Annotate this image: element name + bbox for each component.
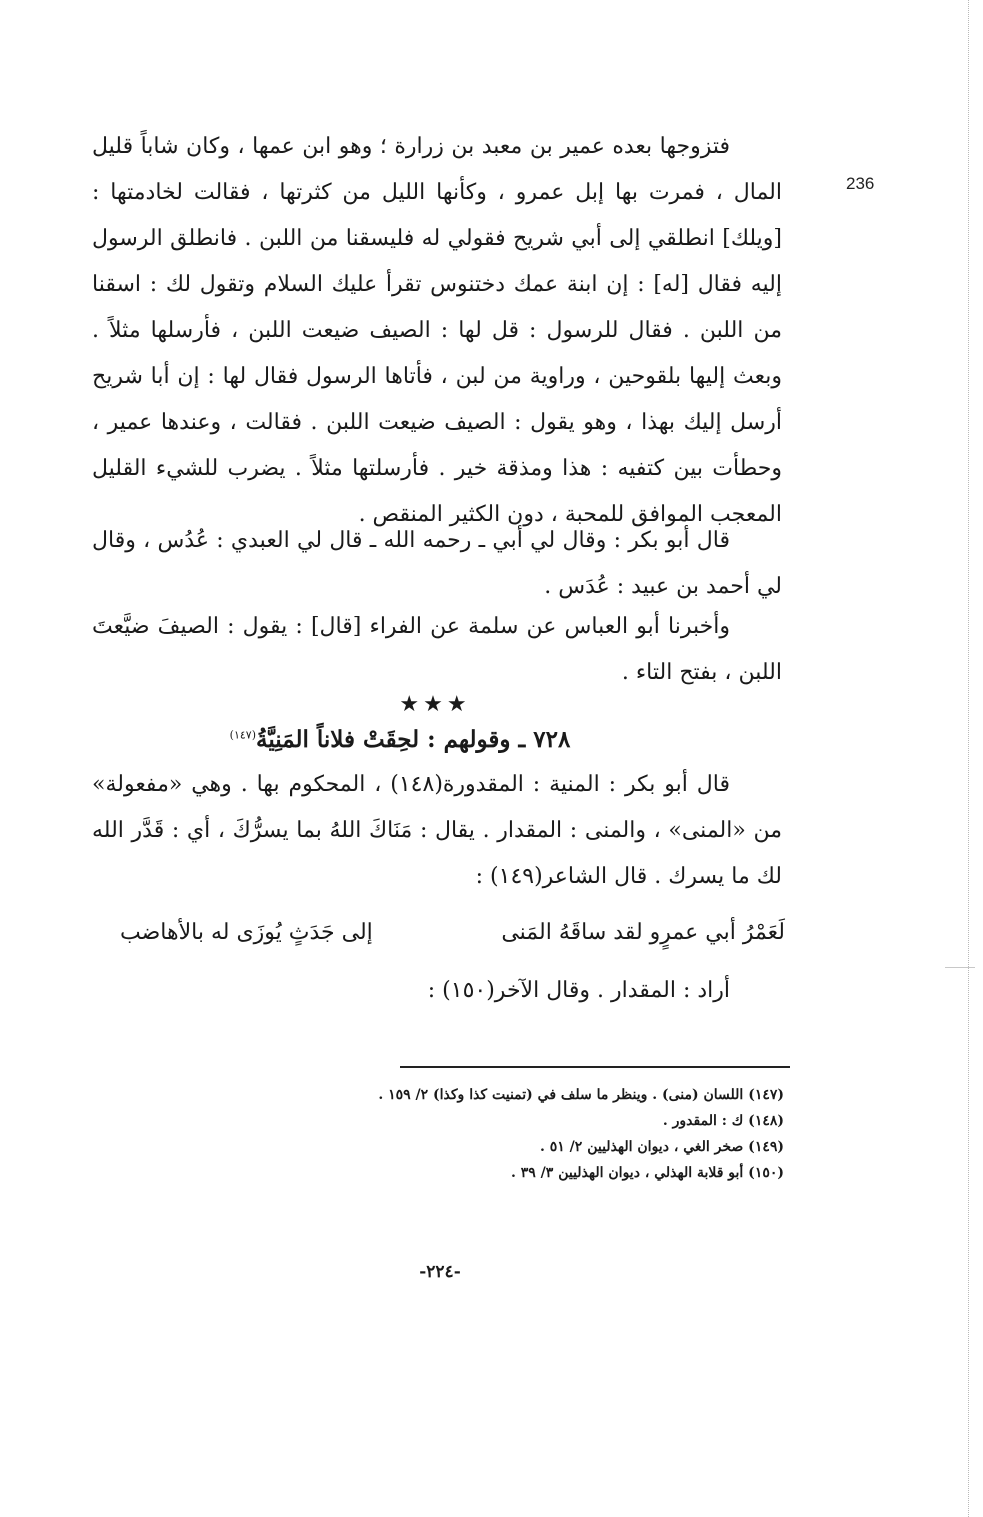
- scan-edge-line: [968, 0, 970, 1517]
- footnotes-list: [250, 1082, 784, 1186]
- paragraph-story: فتزوجها بعده عمير بن معبد بن زرارة ؛ وهو ابن عمها ، وكان شاباً قليل المال ، فمرت بها إبل عمرو ، وكأنها الليل من كثرتها ، فقالت لخادمتها : [ويلك] انطلقي إلى أبي شريح فقولي له فليسقنا من اللبن . فانطلق الرسول إليه فقال [له] : إن ابنة عمك دختنوس تقرأ عليك السلام وتقول لك : اسقنا من اللبن . فقال للرسول : قل لها : الصيف ضيعت اللبن ، فأرسلها مثلاً . وبعث إليها بلقوحين ، وراوية من لبن ، فأتاها الرسول فقال لها : إن أبا شريح أرسل إليك بهذا ، وهو يقول : الصيف ضيعت اللبن . فقالت ، وعندها عمير ، وحطأت بين كتفيه : هذا ومذقة خير . فأرسلتها مثلاً . يضرب للشيء القليل المعجب الموافق للمحبة ، دون الكثير المنقص .: [92, 134, 782, 527]
- entry-number: ٧٢٨: [533, 726, 571, 753]
- scan-margin-mark: [945, 967, 975, 968]
- footnote-item: (١٤٩) صخر الغي ، ديوان الهذليين ٢/ ٥١ .: [540, 1139, 784, 1155]
- margin-page-reference: 236: [846, 174, 875, 193]
- entry-heading: [200, 726, 600, 753]
- verse-second-hemistich: إلى جَدَثٍ يُوزَى له بالأهاضب: [120, 920, 373, 945]
- paragraph-maniyya: قال أبو بكر : المنية : المقدورة(١٤٨) ، المحكوم بها . وهي «مفعولة» من «المنى» ، والمنى : المقدار . يقال : مَنَاكَ اللهُ بما يسرُّكَ ، أي : قَدَّر الله لك ما يسرك . قال الشاعر(١٤٩) :: [92, 772, 782, 889]
- heading-footnote-ref: (١٤٧): [229, 728, 256, 742]
- page-number: -٢٢٤-: [419, 1262, 461, 1282]
- footnote-item: (١٥٠) أبو قلابة الهذلي ، ديوان الهذليين ٣/ ٣٩ .: [511, 1165, 784, 1181]
- paragraph-farra: وأخبرنا أبو العباس عن سلمة عن الفراء [قال] : يقول : الصيفَ ضيَّعتَ اللبن ، بفتح التاء .: [92, 614, 782, 685]
- footnote-divider: [400, 1066, 790, 1068]
- paragraph-miqdar: أراد : المقدار . وقال الآخر(١٥٠) :: [427, 978, 730, 1003]
- paragraph-abu-bakr-udus: قال أبو بكر : وقال لي أبي ـ رحمه الله ـ قال لي العبدي : عُدُس ، وقال لي أحمد بن عبيد : عُدَس .: [92, 528, 782, 599]
- verse-first-hemistich: لَعَمْرُ أبي عمرٍو لقد ساقَهُ المَنى: [501, 920, 785, 945]
- section-separator: ★★★: [399, 692, 471, 717]
- entry-title: ـ وقولهم : لحِقَتْ فلاناً المَنِيَّةُ: [255, 726, 526, 753]
- footnote-item: (١٤٨) ك : المقدور .: [662, 1113, 784, 1129]
- footnote-item: (١٤٧) اللسان (منى) . وينظر ما سلف في (تمنيت كذا وكذا) ٢/ ١٥٩ .: [378, 1087, 784, 1103]
